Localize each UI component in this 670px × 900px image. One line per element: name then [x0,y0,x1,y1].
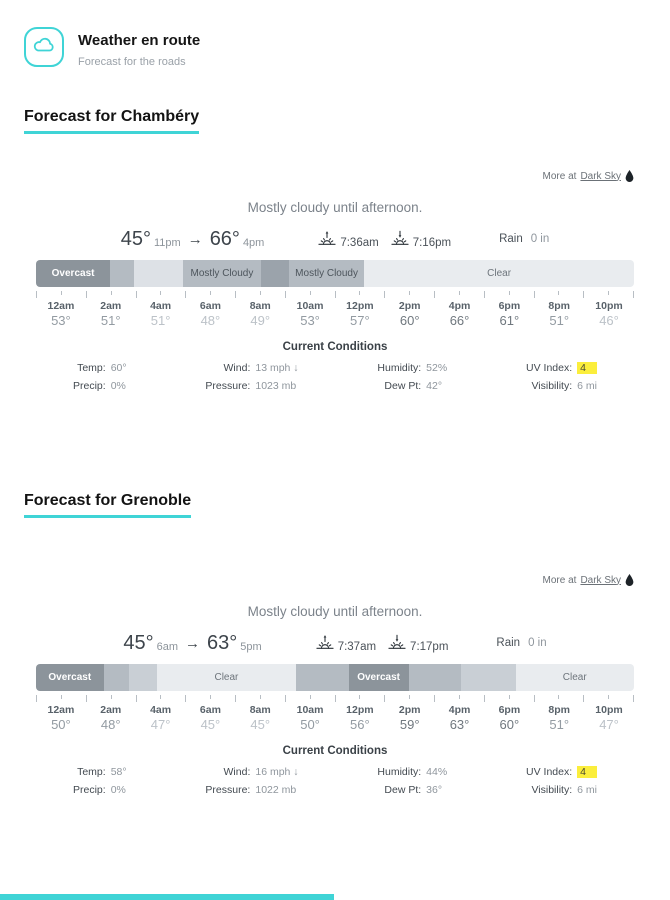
hour-tick [359,291,360,295]
conditions-column [73,766,127,796]
condition-segment: Mostly Cloudy [289,260,364,287]
condition-value: 52% [426,362,448,374]
hour-tick [335,695,336,702]
hour-tick [608,695,609,699]
hour-label: 10pm [595,300,623,312]
sunrise-time: 7:37am [337,640,377,653]
hour-temp: 49° [250,313,271,328]
condition-value: 1022 mb [255,784,297,796]
hour-tick [235,291,236,298]
hour-label: 10am [296,300,324,312]
hour-label: 2am [100,704,122,716]
sunrise-time: 7:36am [340,236,379,249]
hour-tick [36,291,37,298]
condition-segment [110,260,134,287]
hour-label: 2pm [398,300,421,312]
uv-index-value: 4 [577,766,597,778]
forecast-section-chambery [0,108,670,392]
hour-label: 10am [296,704,324,716]
condition-label: Temp: [77,362,106,374]
conditions-timeline-bar [36,260,634,287]
condition-segment: Overcast [36,664,104,691]
hour-tick [558,291,559,295]
hour-label: 10pm [595,704,623,716]
condition-label: Precip: [73,380,106,392]
high-temp: 63° [207,631,238,654]
condition-value: 0% [110,380,126,392]
hour-label: 6am [199,300,221,312]
hour-temp: 48° [200,313,221,328]
hour-tick [633,291,634,298]
dark-sky-link[interactable]: Dark Sky [580,574,621,586]
hour-label: 2pm [398,704,421,716]
rain-group [499,233,549,245]
rain-value: 0 in [530,233,550,245]
high-temp-time: 4pm [242,237,265,249]
condition-segment: Clear [364,260,634,287]
conditions-column [205,766,298,796]
hour-tick [310,695,311,699]
sunset-group [388,634,448,653]
condition-value: 60° [110,362,127,374]
hour-tick [185,291,186,298]
forecast-section-grenoble [0,492,670,796]
hour-tick [160,291,161,295]
app-logo [24,27,64,67]
sunrise-group [316,634,376,653]
hour-tick [583,291,584,298]
sunset-time: 7:17pm [410,640,449,653]
temp-range-row [0,228,670,250]
condition-label: UV Index: [526,766,573,778]
hour-tick [509,291,510,295]
hour-ticks [36,695,634,702]
hour-label: 6am [199,704,221,716]
hour-tick [384,695,385,702]
condition-segment: Clear [157,664,296,691]
more-at-row [0,574,670,586]
low-temp-time: 6am [156,641,179,653]
hour-temp: 45° [250,717,271,732]
section-heading: Forecast for Chambéry [24,108,199,134]
hour-label: 6pm [498,300,521,312]
hour-tick [583,695,584,702]
rain-label: Rain [496,637,521,649]
hour-ticks [36,291,634,298]
dark-sky-logo-icon [625,170,634,182]
page-header [0,0,670,68]
hour-temp: 53° [51,313,71,328]
sunrise-icon [316,634,334,653]
hour-tick [285,695,286,702]
hour-label: 8am [249,300,271,312]
darksky-widget [0,170,670,392]
temp-range-row [0,632,670,654]
hour-temp: 59° [399,717,420,732]
current-conditions-title: Current Conditions [282,745,388,757]
hour-temp: 45° [200,717,221,732]
condition-label: Precip: [73,784,106,796]
rain-label: Rain [499,233,523,245]
sunset-group [391,230,451,249]
current-conditions-grid [73,766,597,796]
condition-segment: Clear [516,664,634,691]
hour-temp: 61° [499,313,520,328]
condition-value: 58° [110,766,127,778]
condition-label: Pressure: [205,784,251,796]
condition-value: 16 mph ↓ [255,766,299,778]
sunrise-icon [318,230,336,249]
app-title: Weather en route [78,32,201,49]
hour-tick [558,695,559,699]
hour-label: 8pm [548,300,570,312]
conditions-column [377,362,447,392]
condition-label: Wind: [223,766,251,778]
uv-index-value: 4 [577,362,597,374]
condition-label: Visibility: [531,784,573,796]
section-heading: Forecast for Grenoble [24,492,191,518]
cloud-icon [32,37,56,58]
high-temp-time: 5pm [240,641,262,653]
hour-tick [434,695,435,702]
hour-tick [459,291,460,295]
hour-temp: 56° [350,717,370,732]
hour-label: 4am [150,300,172,312]
condition-value: 42° [426,380,443,392]
hour-temp: 66° [449,313,470,328]
condition-segment [261,260,289,287]
hour-label: 4am [150,704,172,716]
conditions-column [73,362,127,392]
condition-value: 0% [110,784,126,796]
hour-label: 8pm [548,704,570,716]
current-conditions-title: Current Conditions [282,341,388,353]
hour-label: 12am [47,704,75,716]
hour-tick [484,291,485,298]
low-temp: 45° [120,227,151,250]
condition-label: Pressure: [205,380,251,392]
conditions-column [526,766,597,796]
condition-value: 1023 mb [255,380,297,392]
hour-tick [409,695,410,699]
hour-tick [434,291,435,298]
sunset-icon [391,230,409,249]
low-temp-time: 11pm [153,237,181,249]
arrow-right-icon: → [185,634,201,652]
rain-value: 0 in [528,637,547,649]
hour-tick [534,291,535,298]
hour-tick [86,291,87,298]
condition-label: Humidity: [377,362,422,374]
hour-tick [86,695,87,702]
condition-label: Dew Pt: [384,784,422,796]
hour-tick [384,291,385,298]
current-conditions-grid [73,362,597,392]
condition-value: 6 mi [577,784,597,796]
hour-tick [335,291,336,298]
hour-tick [260,291,261,295]
hour-temp: 63° [449,717,470,732]
hour-label: 4pm [448,300,471,312]
hour-tick [136,291,137,298]
conditions-column [526,362,597,392]
condition-label: Temp: [77,766,106,778]
condition-segment: Overcast [349,664,409,691]
hour-tick [534,695,535,702]
darksky-widget [0,574,670,796]
condition-value: 36° [426,784,443,796]
hour-tick [484,695,485,702]
hour-tick [459,695,460,699]
bottom-accent-bar [0,894,334,900]
condition-segment [129,664,157,691]
condition-value: 6 mi [577,380,597,392]
hour-temp: 48° [100,717,121,732]
hour-tick [185,695,186,702]
hour-labels-row [36,704,634,716]
hour-temps-row [36,717,634,732]
condition-segment [104,664,129,691]
sunset-icon [388,634,406,653]
more-at-label: More at [542,170,577,182]
high-temp: 66° [209,227,240,250]
hour-tick [36,695,37,702]
condition-segment: Mostly Cloudy [183,260,261,287]
condition-segment [461,664,515,691]
condition-segment: Overcast [36,260,110,287]
hour-temp: 51° [549,313,570,328]
hour-temp: 47° [150,717,171,732]
sunset-time: 7:16pm [412,236,452,249]
condition-label: Humidity: [377,766,422,778]
condition-segment [296,664,349,691]
hour-temp: 51° [150,313,171,328]
weather-summary: Mostly cloudy until afternoon. [247,604,423,619]
condition-value: 13 mph ↓ [255,362,299,374]
hour-label: 12pm [346,704,374,716]
hour-temp: 51° [100,313,121,328]
dark-sky-logo-icon [625,574,634,586]
hour-tick [210,291,211,295]
low-temp: 45° [123,631,154,654]
hour-tick [61,695,62,699]
hour-tick [160,695,161,699]
hour-tick [61,291,62,295]
hour-tick [359,695,360,699]
hour-tick [136,695,137,702]
hour-tick [608,291,609,295]
conditions-column [377,766,447,796]
hour-tick [210,695,211,699]
arrow-right-icon: → [187,230,203,248]
hour-label: 12pm [346,300,374,312]
hour-tick [285,291,286,298]
hour-tick [509,695,510,699]
hour-temp: 46° [599,313,619,328]
dark-sky-link[interactable]: Dark Sky [580,170,621,182]
hour-temp: 60° [499,717,520,732]
hour-temp: 50° [51,717,71,732]
hour-tick [633,695,634,702]
hour-tick [260,695,261,699]
condition-label: Visibility: [531,380,573,392]
weather-summary: Mostly cloudy until afternoon. [247,200,423,215]
hour-tick [235,695,236,702]
condition-label: Dew Pt: [384,380,422,392]
sunrise-group [318,230,378,249]
hour-temp: 57° [350,313,370,328]
hour-label: 6pm [498,704,521,716]
hour-tick [111,695,112,699]
hour-tick [310,291,311,295]
app-subtitle: Forecast for the roads [78,56,186,68]
more-at-row [0,170,670,182]
condition-label: UV Index: [526,362,573,374]
condition-label: Wind: [223,362,251,374]
hour-temp: 53° [300,313,320,328]
hour-temp: 51° [549,717,570,732]
hour-label: 12am [47,300,75,312]
condition-segment [409,664,462,691]
conditions-timeline-bar [36,664,634,691]
more-at-label: More at [542,574,577,586]
condition-segment [134,260,183,287]
hour-tick [409,291,410,295]
hour-temp: 47° [599,717,619,732]
hour-label: 8am [249,704,271,716]
hour-label: 2am [100,300,122,312]
conditions-column [205,362,298,392]
hour-temp: 50° [300,717,320,732]
condition-value: 44% [426,766,448,778]
rain-group [496,637,546,649]
hour-temp: 60° [399,313,420,328]
hour-temps-row [36,313,634,328]
hour-labels-row [36,300,634,312]
hour-label: 4pm [448,704,471,716]
hour-tick [111,291,112,295]
